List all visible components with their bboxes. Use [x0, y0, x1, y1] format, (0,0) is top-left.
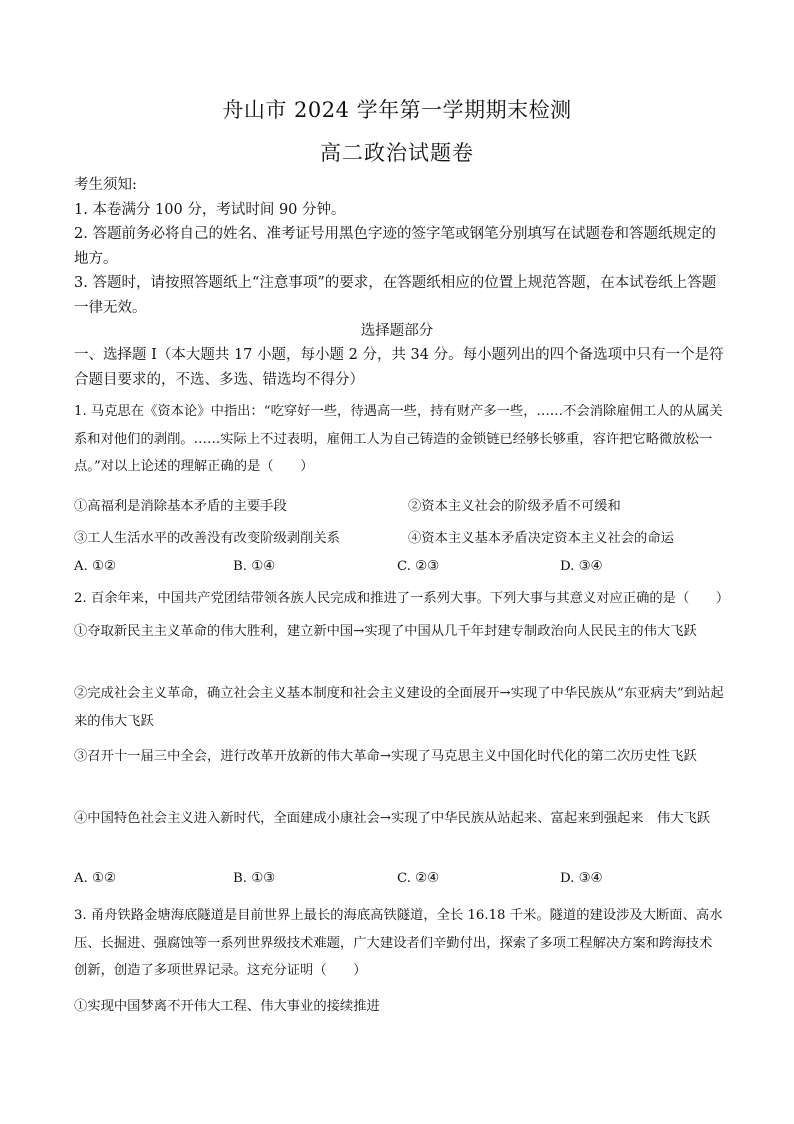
- question-2-statement-3: ③召开十一届三中全会，进行改革开放新的伟大革命→实现了马克思主义中国化时代化的第二次历史性飞跃: [74, 749, 697, 764]
- choice-d: D. ③④: [560, 559, 603, 574]
- statement: ④资本主义基本矛盾决定资本主义社会的命运: [408, 531, 674, 546]
- question-2-statement-4: ④中国特色社会主义进入新时代，全面建成小康社会→实现了中华民族从站起来、富起来到强起来 伟大飞跃: [74, 811, 711, 826]
- section-title: 选择题部分: [360, 323, 434, 339]
- notice-item: 3. 答题时，请按照答题纸上“注意事项”的要求，在答题纸相应的位置上规范答题，在本试卷纸上答题一律无效。: [74, 275, 717, 316]
- question-2-statement-2: ②完成社会主义革命，确立社会主义基本制度和社会主义建设的全面展开→实现了中华民族从“东亚病夫”到站起来的伟大飞跃: [74, 686, 724, 729]
- statement: ①高福利是消除基本矛盾的主要手段: [74, 499, 287, 514]
- choice-b: B. ①③: [233, 871, 276, 886]
- choice-c: C. ②④: [397, 871, 439, 886]
- choice-d: D. ③④: [560, 871, 603, 886]
- statement: ③工人生活水平的改善没有改变阶级剥削关系: [74, 531, 340, 546]
- question-2-stem: 2. 百余年来，中国共产党团结带领各族人民完成和推进了一系列大事。下列大事与其意义对应正确的是（ ）: [74, 591, 730, 606]
- question-2-statement-1: ①夺取新民主主义革命的伟大胜利，建立新中国→实现了中国从几千年封建专制政治向人民民主的伟大飞跃: [74, 624, 697, 639]
- part-header: 一、选择题 I（本大题共 17 小题，每小题 2 分，共 34 分。每小题列出的四个备选项中只有一个是符合题目要求的，不选、多选、错选均不得分）: [74, 347, 724, 388]
- choice-c: C. ②③: [397, 559, 439, 574]
- notice-heading: 考生须知:: [74, 177, 137, 193]
- statement: ②资本主义社会的阶级矛盾不可缓和: [408, 499, 621, 514]
- question-3-stem: 3. 甬舟铁路金塘海底隧道是目前世界上最长的海底高铁隧道，全长 16.18 千米。隧道的建设涉及大断面、高水压、长掘进、强腐蚀等一系列世界级技术难题，广大建设者们辛勤付出，探索了多项工程解决方案和跨海技术创新，创造了多项世界记录。这充分证明（ ）: [74, 908, 723, 978]
- question-3-statement-1: ①实现中国梦离不开伟大工程、伟大事业的接续推进: [74, 999, 380, 1014]
- page-subtitle: 高二政治试题卷: [320, 141, 474, 165]
- choice-a: A. ①②: [74, 559, 116, 574]
- page-title: 舟山市 2024 学年第一学期期末检测: [222, 98, 572, 122]
- choice-a: A. ①②: [74, 871, 116, 886]
- choice-b: B. ①④: [233, 559, 276, 574]
- question-1-stem: 1. 马克思在《资本论》中指出：“吃穿好一些，待遇高一些，持有财产多一些，……不会消除雇佣工人的从属关系和对他们的剥削。……实际上不过表明，雇佣工人为自己铸造的金锁链已经够长够重，容许把它略微放松一点。”对以上论述的理解正确的是（ ）: [74, 404, 723, 474]
- candidate-notice: [74, 173, 724, 320]
- notice-item: 2. 答题前务必将自己的姓名、准考证号用黑色字迹的签字笔或钢笔分别填写在试题卷和答题纸规定的地方。: [74, 226, 716, 267]
- notice-item: 1. 本卷满分 100 分，考试时间 90 分钟。: [74, 201, 346, 218]
